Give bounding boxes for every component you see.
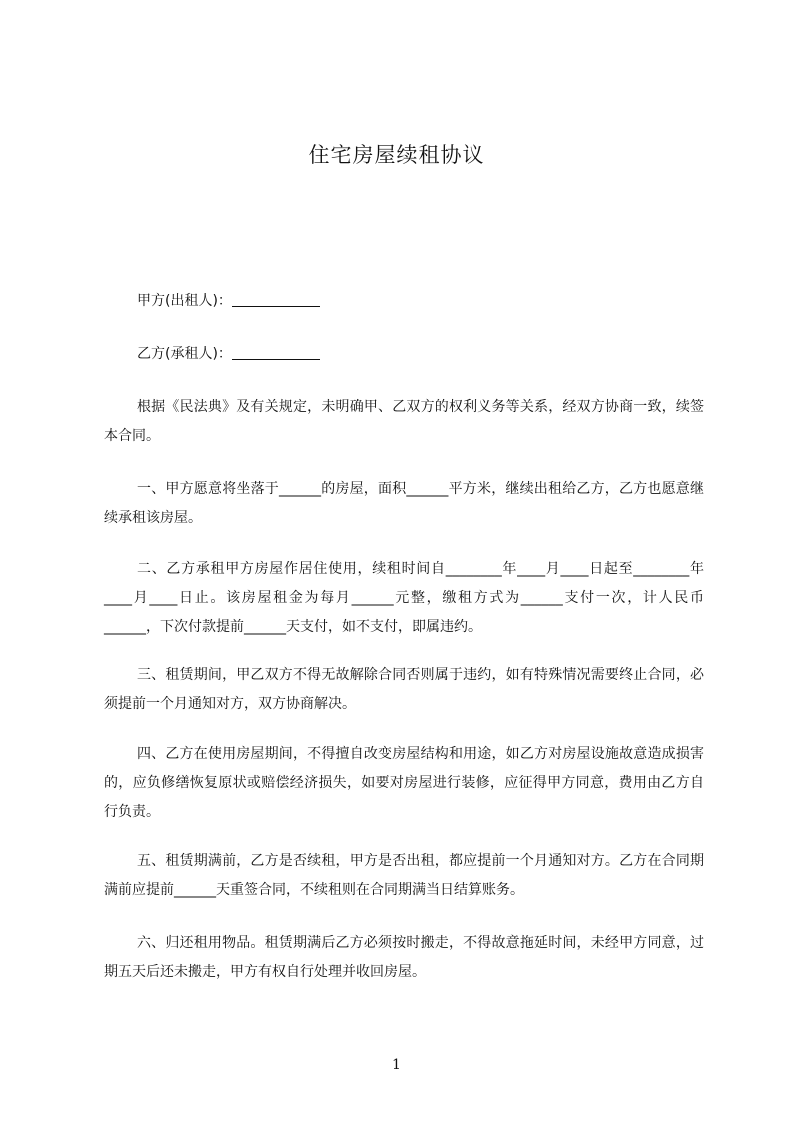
paragraph-clause-1: 一、甲方愿意将坐落于______的房屋，面积______平方米，继续出租给乙方，乙方也愿意继续承租该房屋。 [104,481,704,526]
paragraph-clause-2: 二、乙方承租甲方房屋作居住使用，续租时间自________年____月____日起至________年____月____日止。该房屋租金为每月______元整，缴租方式为______支付一次，计人民币______，下次付款提前______天支付，如不支付，即属违约。 [104,561,704,635]
document-title: 住宅房屋续租协议 [308,143,485,167]
paragraph-clause-4: 四、乙方在使用房屋期间，不得擅自改变房屋结构和用途，如乙方对房屋设施故意造成损害的，应负修缮恢复原状或赔偿经济损失，如要对房屋进行装修，应征得甲方同意，费用由乙方自行负责。 [104,746,704,820]
paragraph-clause-6: 六、归还租用物品。租赁期满后乙方必须按时搬走，不得故意拖延时间，未经甲方同意，过期五天后还未搬走，甲方有权自行处理并收回房屋。 [104,935,704,980]
party-a-line [137,291,320,311]
paragraph-clause-3: 三、租赁期间，甲乙双方不得无故解除合同否则属于违约，如有特殊情况需要终止合同，必须提前一个月通知对方，双方协商解决。 [104,667,704,712]
party-a-blank [232,292,320,307]
paragraph-clause-5: 五、租赁期满前，乙方是否续租，甲方是否出租，都应提前一个月通知对方。乙方在合同期满前应提前______天重签合同，不续租则在合同期满当日结算账务。 [104,853,704,898]
party-a-label: 甲方(出租人)： [137,293,232,309]
party-b-label: 乙方(承租人)： [137,346,232,362]
page-number: 1 [392,1057,401,1073]
party-b-line [137,344,320,364]
party-b-blank [232,345,320,360]
paragraph-preamble: 根据《民法典》及有关规定，未明确甲、乙双方的权利义务等关系，经双方协商一致，续签本合同。 [104,399,704,444]
